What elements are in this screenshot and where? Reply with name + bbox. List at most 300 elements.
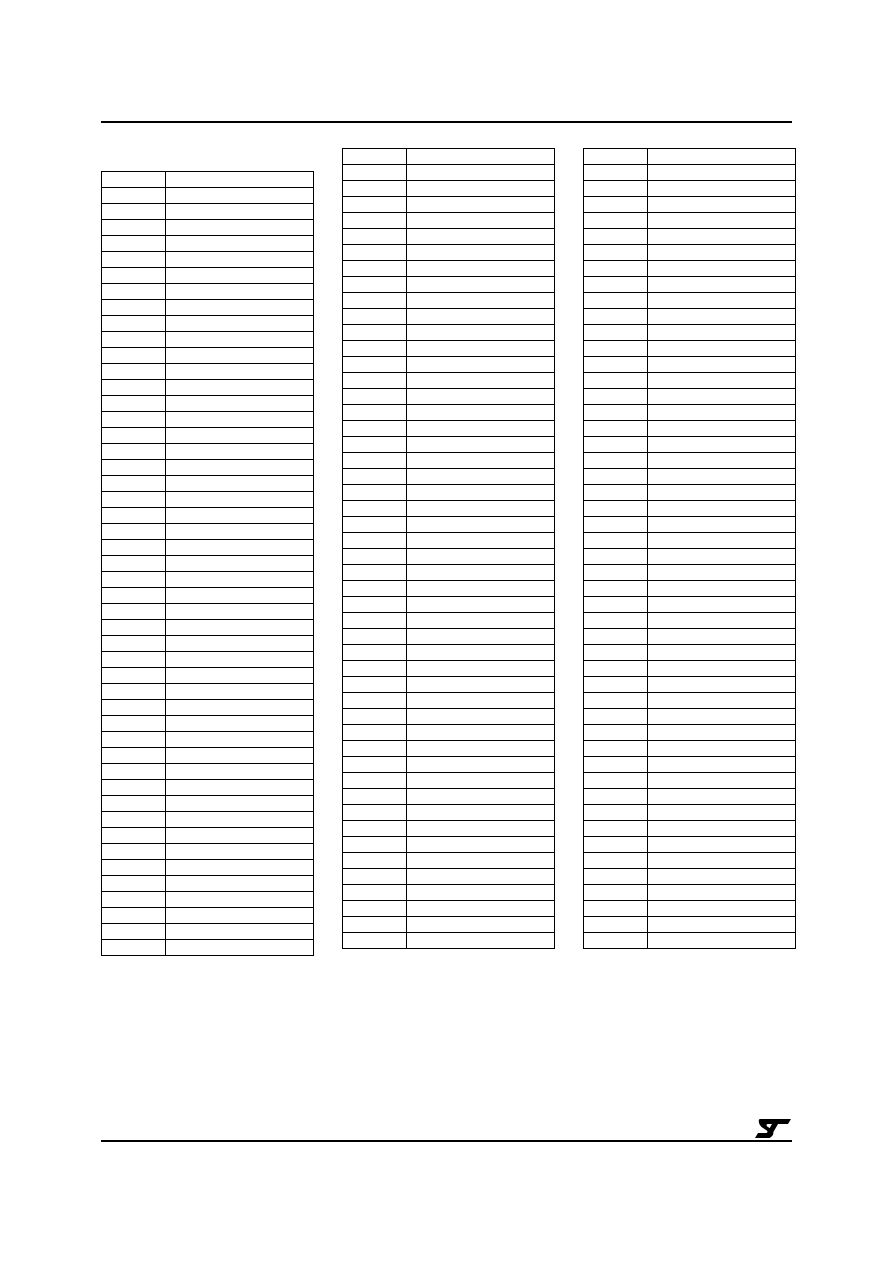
table-cell-value	[648, 581, 796, 597]
table-row	[584, 421, 796, 437]
table-row	[343, 213, 555, 229]
table-row	[102, 444, 314, 460]
table-cell-value	[166, 684, 314, 700]
table-cell-key	[584, 325, 648, 341]
table-row	[584, 197, 796, 213]
table-cell-value	[648, 869, 796, 885]
table-cell-key	[343, 261, 407, 277]
table-cell-key	[102, 764, 166, 780]
table-cell-value	[648, 309, 796, 325]
table-cell-key	[343, 149, 407, 165]
table-row	[584, 709, 796, 725]
table-cell-key	[102, 380, 166, 396]
table-cell-value	[648, 725, 796, 741]
table-cell-value	[166, 844, 314, 860]
table-row	[343, 229, 555, 245]
table-row	[343, 869, 555, 885]
table-cell-key	[343, 549, 407, 565]
table-cell-key	[584, 757, 648, 773]
table-row	[102, 700, 314, 716]
table-cell-key	[343, 533, 407, 549]
table-cell-value	[648, 229, 796, 245]
table-cell-key	[102, 492, 166, 508]
table-row	[102, 540, 314, 556]
table-cell-key	[343, 869, 407, 885]
table-cell-value	[166, 396, 314, 412]
table-row	[102, 812, 314, 828]
table-row	[102, 364, 314, 380]
table-cell-key	[584, 453, 648, 469]
table-row	[102, 892, 314, 908]
table-cell-value	[648, 501, 796, 517]
table-row	[584, 853, 796, 869]
table-cell-key	[584, 437, 648, 453]
table-cell-key	[343, 741, 407, 757]
table-row	[102, 940, 314, 956]
table-cell-value	[407, 853, 555, 869]
table-cell-value	[166, 300, 314, 316]
table-cell-key	[102, 268, 166, 284]
table-cell-value	[648, 149, 796, 165]
table-cell-value	[648, 293, 796, 309]
table-row	[584, 277, 796, 293]
table-row	[343, 389, 555, 405]
table-cell-value	[648, 357, 796, 373]
table-cell-key	[584, 181, 648, 197]
table-cell-value	[407, 629, 555, 645]
table-row	[343, 709, 555, 725]
table-cell-key	[102, 332, 166, 348]
table-cell-value	[166, 860, 314, 876]
table-cell-key	[584, 581, 648, 597]
table-cell-value	[407, 549, 555, 565]
table-row	[343, 341, 555, 357]
table-cell-key	[584, 373, 648, 389]
table-cell-value	[166, 940, 314, 956]
table-row	[343, 789, 555, 805]
table-cell-value	[166, 812, 314, 828]
header-rule	[101, 121, 792, 123]
table-cell-value	[407, 901, 555, 917]
table-row	[343, 405, 555, 421]
table-row	[102, 460, 314, 476]
table-row	[343, 197, 555, 213]
table-cell-key	[343, 677, 407, 693]
table-cell-key	[343, 181, 407, 197]
table-row	[343, 149, 555, 165]
table-cell-value	[166, 588, 314, 604]
table-row	[584, 549, 796, 565]
table-row	[102, 316, 314, 332]
table-row	[584, 229, 796, 245]
table-row	[102, 220, 314, 236]
table-cell-value	[166, 780, 314, 796]
table-row	[343, 837, 555, 853]
table-row	[343, 661, 555, 677]
table-row	[584, 165, 796, 181]
table-row	[343, 533, 555, 549]
table-cell-value	[166, 172, 314, 188]
table-cell-value	[407, 357, 555, 373]
table-cell-value	[648, 341, 796, 357]
table-cell-key	[584, 805, 648, 821]
table-3	[583, 148, 796, 949]
table-cell-value	[166, 540, 314, 556]
table-cell-key	[102, 892, 166, 908]
table-row	[584, 341, 796, 357]
table-cell-value	[166, 268, 314, 284]
table-cell-key	[343, 437, 407, 453]
table-cell-value	[166, 908, 314, 924]
table-cell-key	[102, 620, 166, 636]
table-cell-key	[343, 629, 407, 645]
table-cell-key	[343, 277, 407, 293]
table-row	[584, 629, 796, 645]
table-cell-value	[648, 693, 796, 709]
table-cell-key	[343, 469, 407, 485]
table-row	[584, 469, 796, 485]
table-row	[102, 604, 314, 620]
table-cell-value	[407, 805, 555, 821]
table-row	[102, 428, 314, 444]
table-cell-key	[102, 748, 166, 764]
table-cell-value	[407, 293, 555, 309]
table-row	[102, 716, 314, 732]
table-cell-key	[102, 604, 166, 620]
table-cell-value	[166, 364, 314, 380]
table-cell-key	[343, 773, 407, 789]
footer-rule	[101, 1140, 792, 1142]
table-cell-key	[102, 556, 166, 572]
table-cell-key	[102, 812, 166, 828]
table-cell-value	[407, 933, 555, 949]
table-cell-key	[102, 684, 166, 700]
table-cell-key	[343, 229, 407, 245]
table-cell-key	[343, 885, 407, 901]
table-cell-key	[102, 572, 166, 588]
table-cell-key	[584, 261, 648, 277]
table-row	[584, 533, 796, 549]
table-cell-key	[584, 677, 648, 693]
table-cell-value	[166, 524, 314, 540]
table-cell-value	[407, 869, 555, 885]
table-cell-key	[584, 725, 648, 741]
table-cell-value	[407, 533, 555, 549]
table-row	[584, 245, 796, 261]
table-cell-key	[584, 309, 648, 325]
table-cell-key	[584, 405, 648, 421]
table-cell-value	[166, 828, 314, 844]
table-cell-key	[584, 341, 648, 357]
table-cell-key	[584, 645, 648, 661]
table-cell-value	[648, 661, 796, 677]
table-cell-value	[166, 796, 314, 812]
table-cell-key	[584, 213, 648, 229]
table-cell-value	[166, 460, 314, 476]
table-cell-key	[343, 453, 407, 469]
table-cell-key	[102, 460, 166, 476]
table-cell-value	[407, 213, 555, 229]
table-cell-value	[407, 645, 555, 661]
table-cell-value	[407, 389, 555, 405]
table-cell-value	[407, 229, 555, 245]
table-cell-value	[166, 348, 314, 364]
table-cell-key	[343, 421, 407, 437]
table-cell-value	[407, 341, 555, 357]
table-cell-value	[648, 757, 796, 773]
table-row	[343, 821, 555, 837]
table-cell-value	[166, 284, 314, 300]
table-cell-key	[102, 732, 166, 748]
table-cell-key	[102, 588, 166, 604]
table-cell-value	[166, 716, 314, 732]
table-cell-key	[102, 172, 166, 188]
table-cell-value	[166, 380, 314, 396]
table-row	[102, 268, 314, 284]
table-row	[343, 421, 555, 437]
table-row	[584, 917, 796, 933]
table-cell-value	[648, 373, 796, 389]
table-cell-value	[648, 613, 796, 629]
table-row	[102, 524, 314, 540]
table-cell-key	[584, 389, 648, 405]
table-cell-key	[343, 293, 407, 309]
table-cell-value	[407, 277, 555, 293]
table-cell-key	[102, 924, 166, 940]
table-cell-value	[648, 277, 796, 293]
table-cell-key	[102, 796, 166, 812]
table-cell-key	[102, 204, 166, 220]
table-cell-value	[648, 165, 796, 181]
table-row	[584, 789, 796, 805]
table-cell-key	[102, 508, 166, 524]
table-cell-value	[648, 421, 796, 437]
table-cell-value	[407, 565, 555, 581]
table-cell-value	[407, 181, 555, 197]
table-row	[102, 636, 314, 652]
table-row	[584, 581, 796, 597]
table-row	[343, 885, 555, 901]
table-cell-value	[166, 508, 314, 524]
table-cell-value	[648, 245, 796, 261]
table-cell-key	[343, 581, 407, 597]
table-row	[584, 901, 796, 917]
table-cell-key	[584, 789, 648, 805]
table-cell-value	[166, 204, 314, 220]
table-row	[343, 517, 555, 533]
table-cell-key	[584, 357, 648, 373]
table-row	[343, 741, 555, 757]
table-cell-key	[102, 412, 166, 428]
table-cell-key	[584, 277, 648, 293]
table-cell-key	[584, 293, 648, 309]
table-cell-value	[407, 789, 555, 805]
table-2	[342, 148, 555, 949]
table-cell-key	[102, 940, 166, 956]
table-row	[343, 245, 555, 261]
table-row	[102, 172, 314, 188]
table-cell-value	[407, 597, 555, 613]
table-cell-value	[648, 853, 796, 869]
table-row	[584, 213, 796, 229]
table-cell-value	[407, 613, 555, 629]
table-row	[343, 309, 555, 325]
table-row	[102, 924, 314, 940]
table-cell-value	[166, 556, 314, 572]
table-cell-key	[584, 501, 648, 517]
table-row	[102, 620, 314, 636]
table-cell-key	[584, 613, 648, 629]
table-row	[102, 204, 314, 220]
table-row	[102, 908, 314, 924]
table-cell-value	[407, 517, 555, 533]
table-cell-value	[648, 629, 796, 645]
table-cell-value	[648, 261, 796, 277]
table-row	[584, 677, 796, 693]
table-row	[584, 885, 796, 901]
table-cell-key	[343, 933, 407, 949]
table-cell-key	[343, 565, 407, 581]
table-row	[343, 565, 555, 581]
table-cell-value	[407, 469, 555, 485]
table-cell-value	[648, 485, 796, 501]
table-cell-key	[584, 821, 648, 837]
table-cell-key	[102, 636, 166, 652]
table-row	[102, 588, 314, 604]
table-cell-value	[648, 437, 796, 453]
table-cell-value	[166, 220, 314, 236]
table-row	[584, 453, 796, 469]
table-cell-key	[584, 165, 648, 181]
table-cell-value	[648, 917, 796, 933]
table-cell-key	[584, 853, 648, 869]
table-row	[584, 597, 796, 613]
table-row	[102, 668, 314, 684]
table-cell-value	[648, 389, 796, 405]
table-cell-value	[648, 773, 796, 789]
table-cell-key	[102, 428, 166, 444]
table-row	[102, 508, 314, 524]
table-cell-value	[166, 604, 314, 620]
table-cell-value	[166, 188, 314, 204]
table-cell-value	[166, 332, 314, 348]
table-cell-key	[102, 444, 166, 460]
table-row	[102, 236, 314, 252]
table-cell-key	[102, 908, 166, 924]
table-row	[584, 869, 796, 885]
table-cell-key	[102, 876, 166, 892]
table-row	[343, 805, 555, 821]
table-cell-value	[166, 428, 314, 444]
table-cell-value	[648, 821, 796, 837]
table-row	[343, 277, 555, 293]
table-cell-key	[343, 501, 407, 517]
table-cell-value	[648, 469, 796, 485]
table-cell-value	[166, 892, 314, 908]
table-cell-value	[166, 620, 314, 636]
table-cell-value	[407, 309, 555, 325]
table-cell-value	[648, 197, 796, 213]
table-cell-key	[343, 165, 407, 181]
table-row	[584, 757, 796, 773]
table-cell-key	[584, 517, 648, 533]
table-cell-value	[166, 636, 314, 652]
table-row	[584, 517, 796, 533]
table-cell-value	[166, 668, 314, 684]
table-cell-value	[648, 933, 796, 949]
table-row	[584, 837, 796, 853]
table-row	[343, 645, 555, 661]
table-row	[102, 492, 314, 508]
table-cell-key	[102, 860, 166, 876]
table-row	[102, 780, 314, 796]
table-row	[343, 613, 555, 629]
table-row	[343, 181, 555, 197]
table-cell-value	[407, 261, 555, 277]
table-cell-value	[407, 773, 555, 789]
table-cell-value	[166, 876, 314, 892]
table-cell-value	[648, 709, 796, 725]
table-cell-value	[648, 405, 796, 421]
table-row	[343, 581, 555, 597]
table-cell-value	[648, 181, 796, 197]
table-cell-key	[584, 661, 648, 677]
table-cell-key	[102, 668, 166, 684]
table-row	[343, 165, 555, 181]
table-cell-value	[648, 597, 796, 613]
table-cell-value	[407, 165, 555, 181]
table-row	[102, 380, 314, 396]
table-cell-value	[648, 549, 796, 565]
table-cell-key	[584, 741, 648, 757]
table-cell-value	[407, 885, 555, 901]
table-cell-value	[407, 837, 555, 853]
table-cell-value	[407, 485, 555, 501]
table-row	[584, 181, 796, 197]
table-cell-key	[343, 245, 407, 261]
table-row	[584, 325, 796, 341]
table-cell-key	[102, 476, 166, 492]
table-row	[584, 693, 796, 709]
table-row	[584, 821, 796, 837]
table-cell-value	[166, 652, 314, 668]
table-cell-key	[343, 645, 407, 661]
table-cell-value	[407, 581, 555, 597]
table-row	[102, 188, 314, 204]
table-cell-key	[343, 917, 407, 933]
table-cell-value	[407, 661, 555, 677]
table-row	[102, 300, 314, 316]
table-row	[102, 828, 314, 844]
table-cell-key	[343, 341, 407, 357]
table-cell-key	[584, 549, 648, 565]
table-cell-key	[343, 613, 407, 629]
table-cell-key	[343, 597, 407, 613]
table-row	[102, 396, 314, 412]
table-row	[584, 725, 796, 741]
table-row	[102, 556, 314, 572]
table-cell-key	[584, 901, 648, 917]
table-cell-key	[343, 197, 407, 213]
table-row	[102, 860, 314, 876]
table-cell-key	[343, 853, 407, 869]
table-cell-key	[102, 700, 166, 716]
table-cell-value	[648, 901, 796, 917]
table-cell-value	[648, 741, 796, 757]
table-cell-key	[584, 469, 648, 485]
table-row	[343, 773, 555, 789]
table-cell-key	[584, 197, 648, 213]
